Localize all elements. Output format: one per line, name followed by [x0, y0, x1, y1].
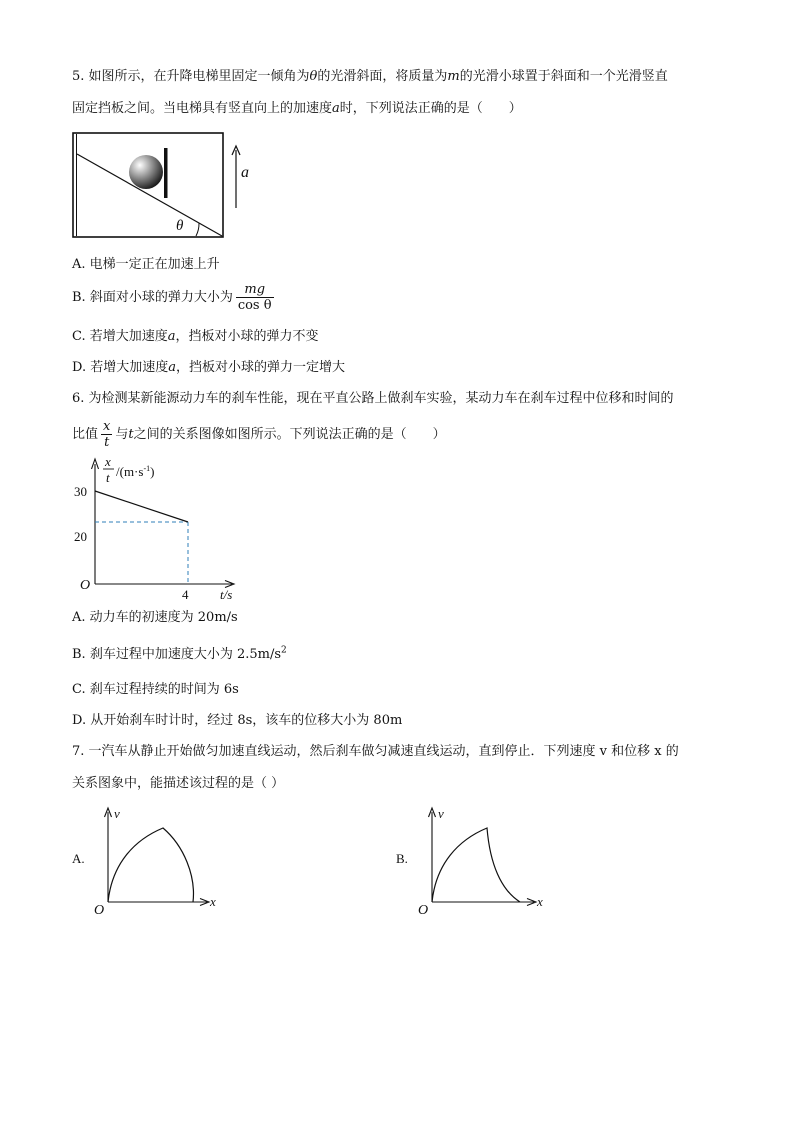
graph-a-curve [108, 828, 193, 902]
q5-option-b [72, 282, 277, 314]
q6-stem-line2 [72, 418, 446, 452]
q6-option-a: A. 动力车的初速度为 20m/s [72, 610, 238, 625]
graph-a-option-label: A. [72, 851, 85, 866]
graph-b-v-label: v [438, 806, 444, 821]
graph-a-x-label: x [210, 894, 216, 909]
q6-text: 与 [115, 427, 129, 442]
graph-b-x-label: x [537, 894, 543, 909]
time-symbol: t [128, 427, 134, 442]
graph-b-origin-label: O [418, 903, 429, 918]
q6-text: 比值 [72, 427, 99, 442]
q7-stem-line1: 7. 一汽车从静止开始做匀加速直线运动，然后刹车做匀减速直线运动，直到停止．下列速度 v 和位移 x 的 [72, 744, 679, 759]
q5-option-b-fraction [236, 282, 274, 313]
q5-option-d [72, 359, 345, 377]
q5-option-d-text: ，挡板对小球的弹力一定增大 [176, 360, 346, 375]
q5-stem-line2 [72, 100, 522, 118]
q6-option-c: C. 刹车过程持续的时间为 6s [72, 682, 239, 697]
fraction-numerator: mg [236, 282, 274, 298]
fraction-numerator: x [103, 419, 111, 434]
y-tick-30: 30 [74, 484, 87, 499]
q7-stem-line2: 关系图象中，能描述该过程的是（ ） [72, 776, 285, 791]
accel-symbol: a [167, 329, 176, 344]
q6-option-b [72, 646, 287, 664]
q5-elevator-figure [72, 132, 232, 240]
y-label-unit: $/(m\cdot s^{-1})$ [116, 464, 155, 479]
q5-text: 时，下列说法正确的是（ ） [339, 101, 522, 116]
fraction-denominator: cos θ [237, 298, 272, 313]
angle-theta-label: θ [176, 218, 184, 234]
ball-icon [129, 155, 163, 189]
q5-option-c-text: C. 若增大加速度 [72, 329, 168, 344]
q5-text: 的光滑斜面，将质量为 [317, 69, 448, 84]
series-line-segment [95, 491, 188, 522]
q6-text: 之间的关系图像如图所示。下列说法正确的是（ ） [133, 427, 446, 442]
q6-stem-fraction [101, 419, 112, 450]
x-axis-label: t/s [220, 587, 233, 602]
q5-stem-line1 [72, 68, 668, 86]
q6-option-b-text: B. 刹车过程中加速度大小为 2.5m/s [72, 647, 282, 662]
q5-option-c-text: ，挡板对小球的弹力不变 [175, 329, 319, 344]
q5-option-a: A. 电梯一定正在加速上升 [72, 257, 220, 272]
y-label-numerator: x [105, 454, 111, 469]
q6-chart [72, 456, 242, 602]
origin-label: O [80, 578, 91, 593]
graph-a-v-label: v [114, 806, 120, 821]
graph-b-curve [432, 828, 520, 902]
fraction-denominator: t [104, 435, 110, 450]
y-label-denominator: t [106, 470, 110, 485]
q5-acceleration-arrow [226, 144, 256, 210]
theta-symbol: θ [309, 69, 318, 84]
q7-graph-b [396, 806, 566, 918]
q6-option-d: D. 从开始刹车时计时，经过 8s，该车的位移大小为 80m [72, 713, 403, 728]
q5-text: 固定挡板之间。当电梯具有竖直向上的加速度 [72, 101, 333, 116]
angle-arc [196, 223, 199, 236]
q6-stem-line1: 6. 为检测某新能源动力车的刹车性能，现在平直公路上做刹车实验，某动力车在刹车过程中位移和时间的 [72, 391, 674, 406]
accel-arrow-label: a [241, 164, 249, 181]
accel-symbol: a [168, 360, 176, 375]
x-tick-4: 4 [182, 587, 189, 602]
q7-graph-a [72, 806, 232, 918]
q5-text: 的光滑小球置于斜面和一个光滑竖直 [459, 69, 668, 84]
q5-option-d-text: D. 若增大加速度 [72, 360, 169, 375]
graph-a-origin-label: O [94, 903, 105, 918]
q5-option-c [72, 328, 319, 346]
baffle-plate [164, 148, 168, 198]
chart-series [95, 491, 188, 522]
graph-b-option-label: B. [396, 851, 408, 866]
y-tick-20: 20 [74, 529, 87, 544]
q6-option-b-exponent: 2 [281, 645, 287, 656]
accel-symbol: a [332, 101, 340, 116]
q5-option-b-text: B. 斜面对小球的弹力大小为 [72, 290, 233, 305]
mass-symbol: m [447, 69, 460, 84]
q5-text: 5. 如图所示，在升降电梯里固定一倾角为 [72, 69, 310, 84]
